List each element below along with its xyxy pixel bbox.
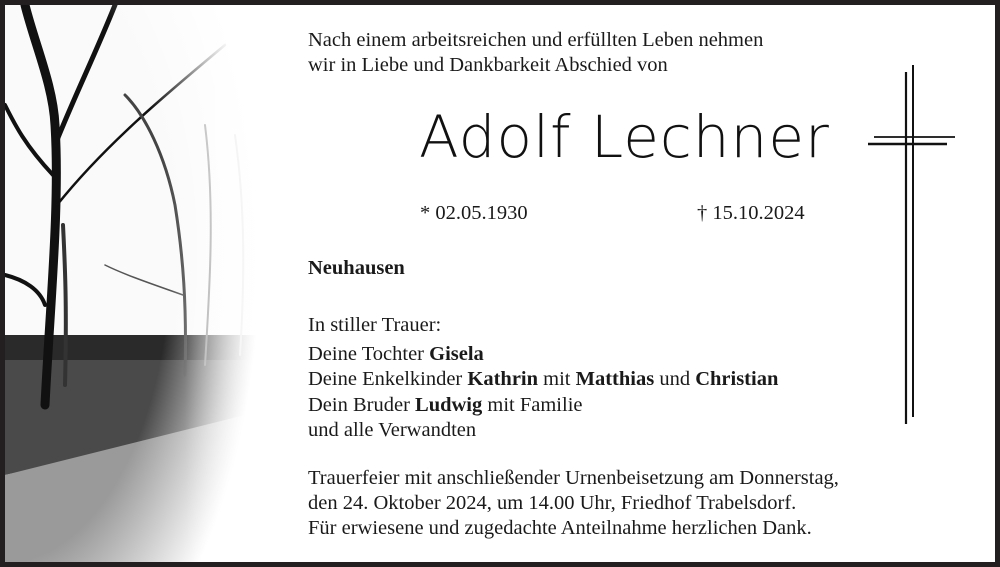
birth-date: * 02.05.1930 — [420, 202, 528, 224]
funeral-line-2: den 24. Oktober 2024, um 14.00 Uhr, Friedhof Trabelsdorf. — [308, 492, 797, 514]
mourners-heading: In stiller Trauer: — [308, 314, 442, 336]
intro-line-1: Nach einem arbeitsreichen und erfüllten Leben nehmen — [308, 29, 764, 51]
deceased-name: Adolf Lechner — [419, 103, 830, 171]
mourner-line-daughter: Deine Tochter Gisela — [308, 343, 484, 365]
funeral-line-3: Für erwiesene und zugedachte Anteilnahme herzlichen Dank. — [308, 517, 812, 539]
cross-icon — [867, 60, 962, 430]
mourner-line-brother: Dein Bruder Ludwig mit Familie — [308, 394, 583, 416]
mourner-line-relatives: und alle Verwandten — [308, 419, 477, 441]
birch-trees-landscape-photo — [5, 5, 305, 562]
mourner-line-grandchildren: Deine Enkelkinder Kathrin mit Matthias und Christian — [308, 368, 779, 390]
death-date: † 15.10.2024 — [697, 202, 805, 224]
funeral-line-1: Trauerfeier mit anschließender Urnenbeisetzung am Donnerstag, — [308, 467, 839, 489]
intro-line-2: wir in Liebe und Dankbarkeit Abschied von — [308, 54, 668, 76]
place: Neuhausen — [308, 257, 405, 279]
